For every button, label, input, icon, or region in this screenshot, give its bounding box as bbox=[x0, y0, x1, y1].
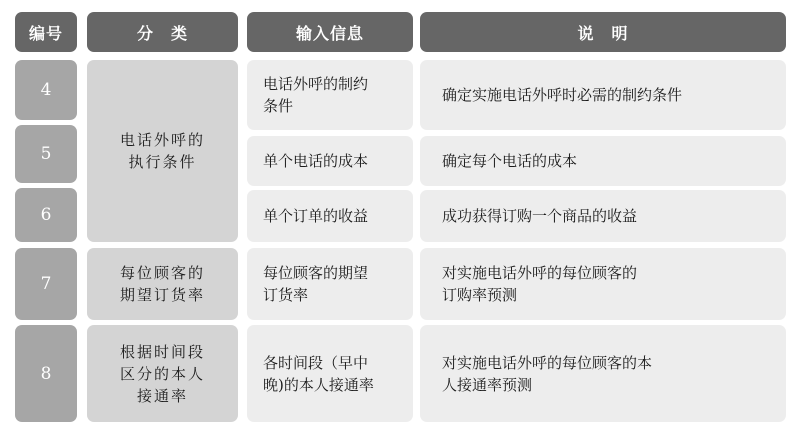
row-number: 5 bbox=[15, 125, 77, 183]
row-number: 8 bbox=[15, 325, 77, 422]
description-cell: 确定实施电话外呼时必需的制约条件 bbox=[420, 60, 786, 130]
category-cell: 根据时间段 区分的本人 接通率 bbox=[87, 325, 238, 422]
header-number: 编号 bbox=[15, 12, 77, 52]
header-category: 分 类 bbox=[87, 12, 238, 52]
row-number: 4 bbox=[15, 60, 77, 120]
input-info-cell: 单个订单的收益 bbox=[247, 190, 413, 242]
description-cell: 对实施电话外呼的每位顾客的 订购率预测 bbox=[420, 248, 786, 320]
header-input: 输入信息 bbox=[247, 12, 413, 52]
category-cell: 电话外呼的 执行条件 bbox=[87, 60, 238, 242]
row-number: 7 bbox=[15, 248, 77, 320]
input-info-cell: 各时间段（早中 晚)的本人接通率 bbox=[247, 325, 413, 422]
description-cell: 成功获得订购一个商品的收益 bbox=[420, 190, 786, 242]
header-description: 说 明 bbox=[420, 12, 786, 52]
input-info-cell: 电话外呼的制约 条件 bbox=[247, 60, 413, 130]
description-cell: 确定每个电话的成本 bbox=[420, 136, 786, 186]
input-info-cell: 单个电话的成本 bbox=[247, 136, 413, 186]
category-cell: 每位顾客的 期望订货率 bbox=[87, 248, 238, 320]
row-number: 6 bbox=[15, 188, 77, 242]
description-cell: 对实施电话外呼的每位顾客的本 人接通率预测 bbox=[420, 325, 786, 422]
input-info-cell: 每位顾客的期望 订货率 bbox=[247, 248, 413, 320]
